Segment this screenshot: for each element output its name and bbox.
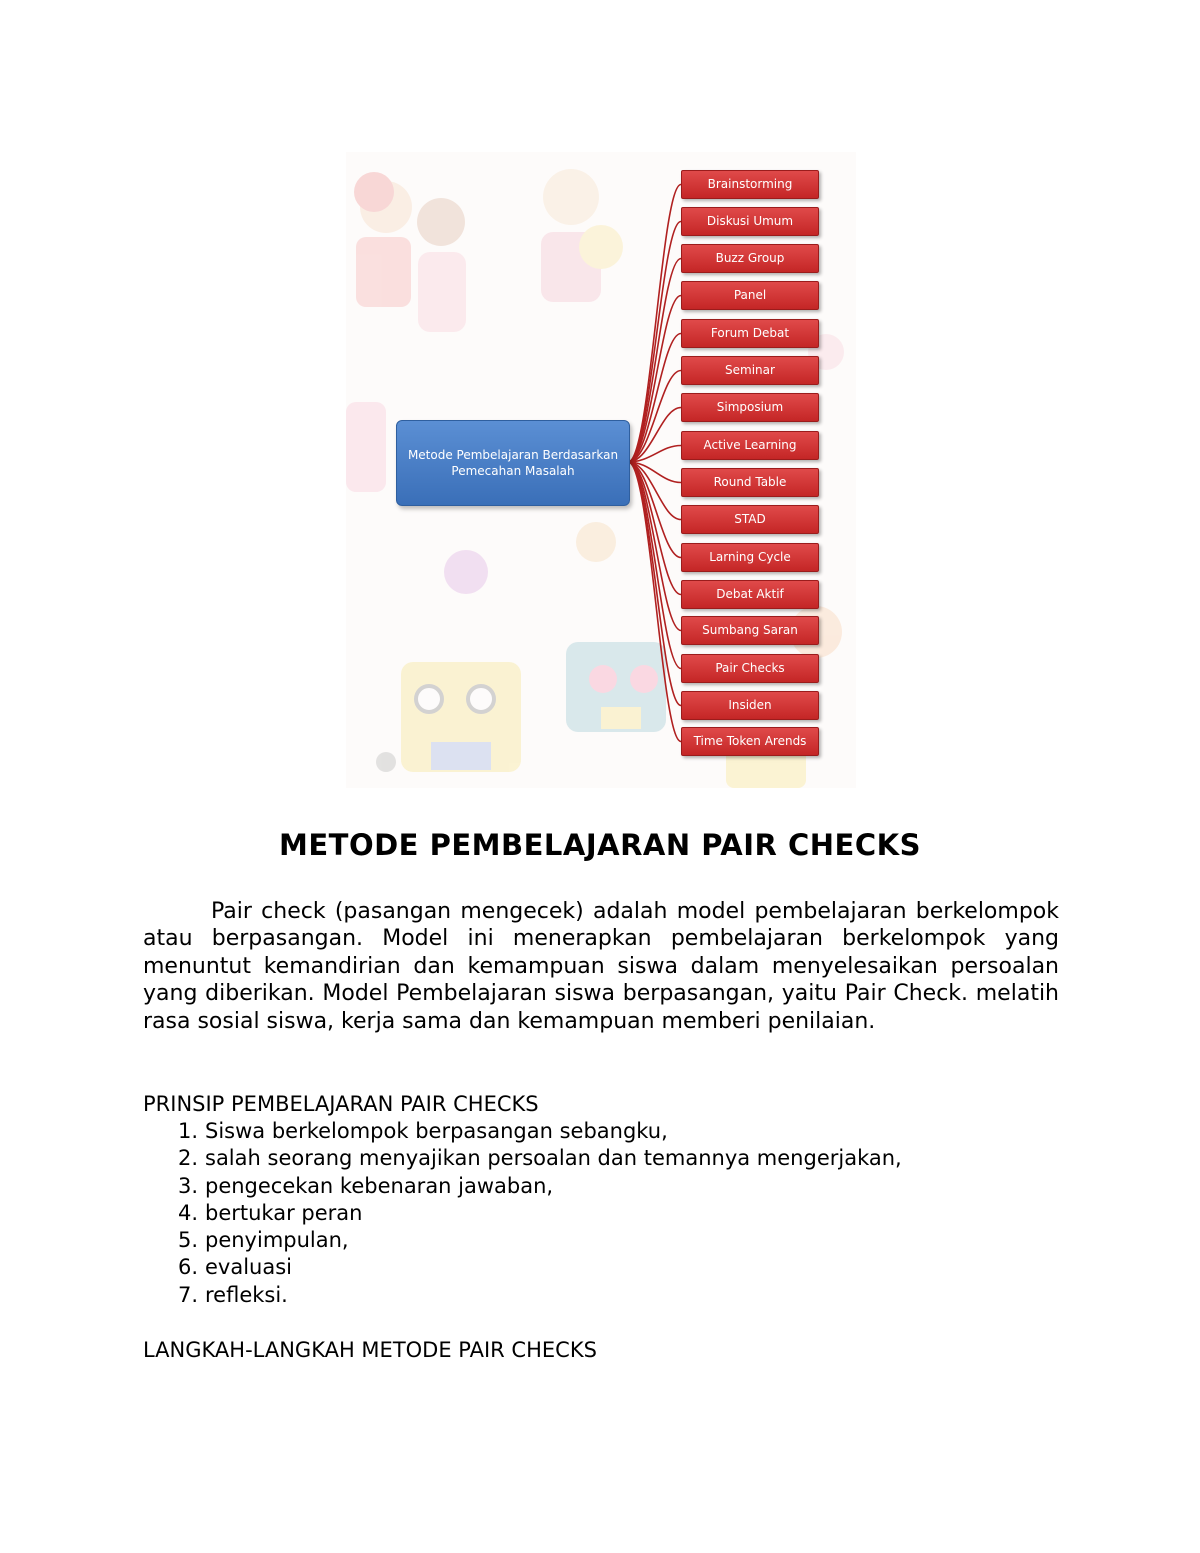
list-item-number: 3. (177, 1173, 198, 1198)
list-item-text: pengecekan kebenaran jawaban, (205, 1173, 554, 1198)
connector-line (628, 462, 681, 706)
list-item (143, 1227, 902, 1254)
node-diskusi-umum: Diskusi Umum (681, 207, 819, 236)
node-insiden: Insiden (681, 691, 819, 720)
center-topic-line-2: Pemecahan Masalah (451, 464, 575, 478)
list-item (143, 1282, 902, 1309)
node-debat-aktif: Debat Aktif (681, 580, 819, 609)
list-item-text: salah seorang menyajikan persoalan dan temannya mengerjakan, (205, 1146, 902, 1171)
node-brainstorming: Brainstorming (681, 170, 819, 199)
list-item (143, 1173, 902, 1200)
node-active-learning: Active Learning (681, 431, 819, 460)
mind-map-figure (346, 152, 856, 788)
node-panel: Panel (681, 281, 819, 310)
list-item-number: 7. (177, 1282, 198, 1307)
list-item-text: penyimpulan, (205, 1228, 349, 1253)
node-simposium: Simposium (681, 393, 819, 422)
list-item-text: Siswa berkelompok berpasangan sebangku, (205, 1119, 668, 1143)
list-item (143, 1200, 902, 1227)
intro-paragraph-text: Pair check (pasangan mengecek) adalah model pembelajaran berkelompok atau berpasangan. Model ini menerapkan pembelajaran berkelompok yang menuntut kemandirian dan kemampuan siswa dalam menyelesaikan persoalan yang diberikan. Model Pembelajaran siswa berpasangan, yaitu Pair Check. melatih rasa sosial siswa, kerja sama dan kemampuan memberi penilaian. (143, 899, 1059, 1034)
connector-line (628, 462, 681, 669)
intro-paragraph (143, 898, 1059, 1035)
node-stad: STAD (681, 505, 819, 534)
list-item-text: evaluasi (205, 1255, 293, 1280)
list-item-text: refleksi. (205, 1282, 288, 1307)
list-item (143, 1118, 902, 1145)
list-item-text: bertukar peran (205, 1200, 363, 1225)
node-buzz-group: Buzz Group (681, 244, 819, 273)
node-forum-debat: Forum Debat (681, 319, 819, 348)
list-item-number: 1. (177, 1119, 198, 1143)
list-item-number: 6. (177, 1255, 198, 1280)
list-item (143, 1145, 902, 1172)
node-seminar: Seminar (681, 356, 819, 385)
node-round-table: Round Table (681, 468, 819, 497)
connector-line (628, 259, 681, 463)
center-topic-line-1: Metode Pembelajaran Berdasarkan (407, 448, 619, 462)
list-item-number: 2. (177, 1146, 198, 1171)
principles-list (143, 1118, 902, 1309)
node-pair-checks: Pair Checks (681, 654, 819, 683)
page-title: METODE PEMBELAJARAN PAIR CHECKS (279, 828, 921, 862)
node-time-token-arends: Time Token Arends (681, 727, 819, 756)
node-larning-cycle: Larning Cycle (681, 543, 819, 572)
list-item-number: 5. (177, 1228, 198, 1253)
steps-heading: LANGKAH-LANGKAH METODE PAIR CHECKS (143, 1338, 597, 1362)
node-sumbang-saran: Sumbang Saran (681, 616, 819, 645)
list-item (143, 1254, 902, 1281)
list-item-number: 4. (177, 1200, 198, 1225)
center-topic-box (396, 420, 630, 506)
principles-heading: PRINSIP PEMBELAJARAN PAIR CHECKS (143, 1092, 539, 1116)
